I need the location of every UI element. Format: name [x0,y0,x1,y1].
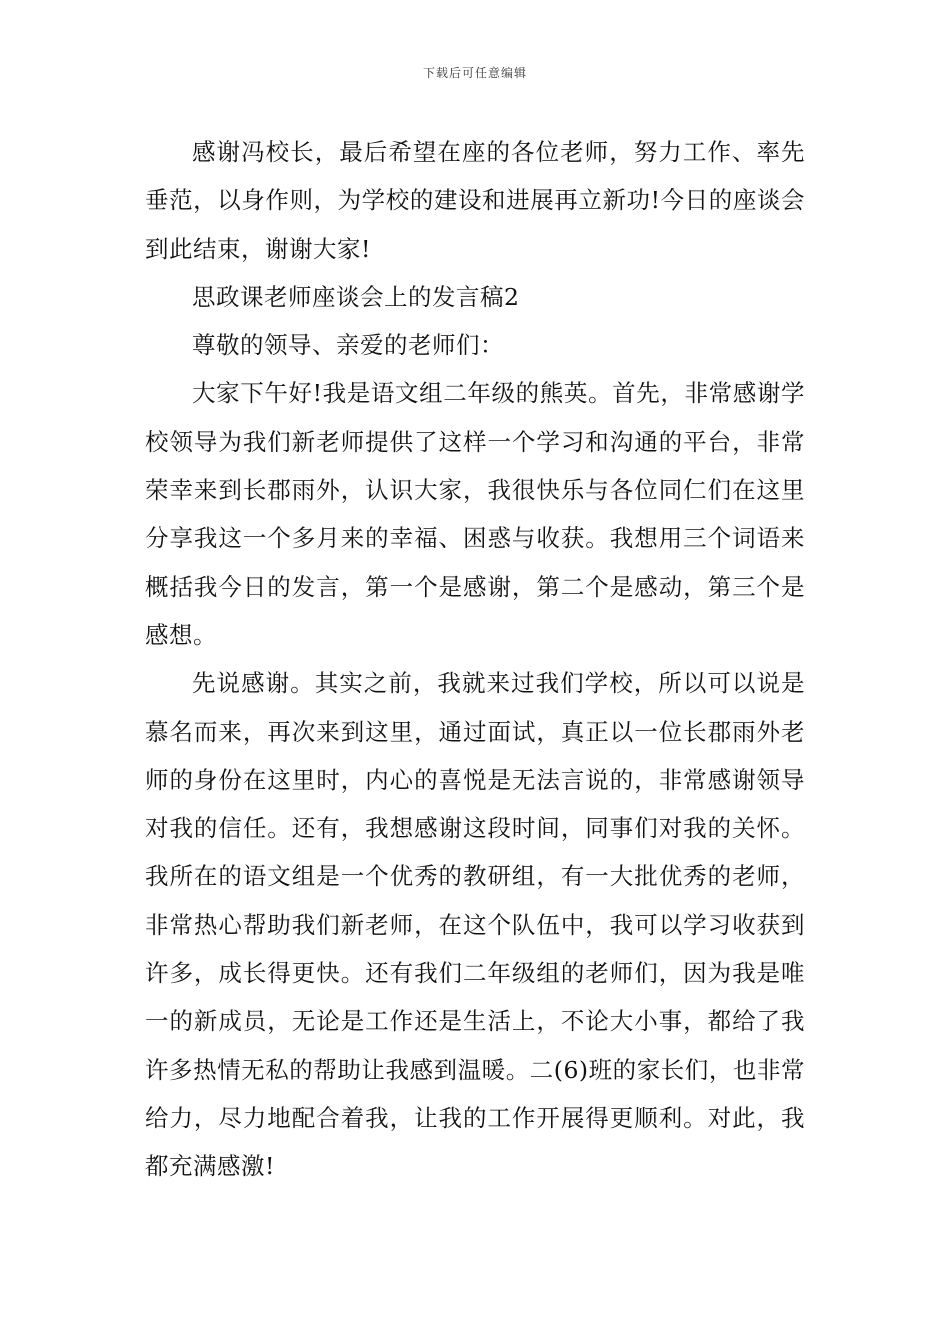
intro-paragraph: 大家下午好!我是语文组二年级的熊英。首先，非常感谢学校领导为我们新老师提供了这样一个学习和沟通的平台，非常荣幸来到长郡雨外，认识大家，我很快乐与各位同仁们在这里分享我这一个多月来的幸福、困惑与收获。我想用三个词语来概括我今日的发言，第一个是感谢，第二个是感动，第三个是感想。 [145,379,805,649]
page-header: 下载后可任意编辑 [422,66,527,80]
document-body [145,128,805,1191]
closing-paragraph: 感谢冯校长，最后希望在座的各位老师，努力工作、率先垂范，以身作则，为学校的建设和进展再立新功!今日的座谈会到此结束，谢谢大家! [145,138,805,263]
thanks-paragraph: 先说感谢。其实之前，我就来过我们学校，所以可以说是慕名而来，再次来到这里，通过面试，真正以一位长郡雨外老师的身份在这里时，内心的喜悦是无法言说的，非常感谢领导对我的信任。还有，我想感谢这段时间，同事们对我的关怀。我所在的语文组是一个优秀的教研组，有一大批优秀的老师，非常热心帮助我们新老师，在这个队伍中，我可以学习收获到许多，成长得更快。还有我们二年级组的老师们，因为我是唯一的新成员，无论是工作还是生活上，不论大小事，都给了我许多热情无私的帮助让我感到温暖。二(6)班的家长们，也非常给力，尽力地配合着我，让我的工作开展得更顺利。对此，我都充满感激! [145,669,805,1181]
section-title: 思政课老师座谈会上的发言稿2 [192,282,520,311]
salutation: 尊敬的领导、亲爱的老师们： [192,331,504,360]
